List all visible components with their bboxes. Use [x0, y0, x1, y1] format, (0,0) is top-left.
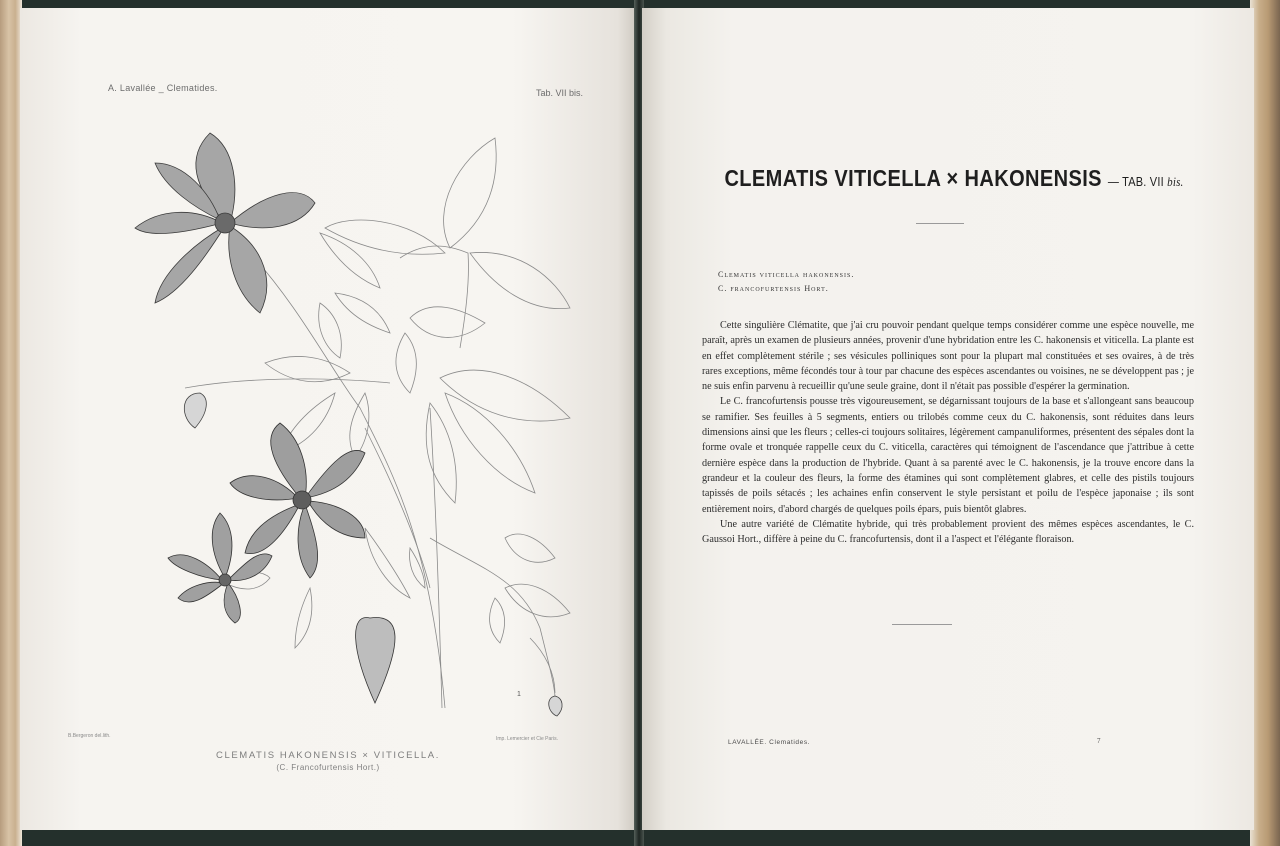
bud-icon: [549, 696, 562, 716]
clematis-illustration: [100, 108, 580, 728]
plate-header-tab: Tab. VII bis.: [536, 88, 584, 98]
left-page-plate: [20, 8, 636, 830]
leaf-icon: [295, 588, 312, 648]
leaf-icon: [265, 356, 350, 381]
stem-icon: [250, 253, 445, 708]
plate-figure-number: 1: [517, 691, 521, 698]
right-page-text: [642, 8, 1254, 830]
leaf-icon: [325, 220, 445, 254]
plate-caption: CLEMATIS HAKONENSIS × VITICELLA.: [216, 750, 440, 761]
bud-icon: [356, 618, 395, 703]
title-divider: [916, 223, 964, 224]
leaf-icon: [505, 584, 570, 617]
leaf-icon: [319, 303, 342, 358]
leaf-icon: [440, 370, 570, 421]
leaf-icon: [335, 293, 390, 333]
bud-icon: [184, 393, 206, 428]
printer-credit: Imp. Lemercier et Cie Paris.: [496, 736, 558, 742]
end-divider: [892, 624, 952, 625]
synonym-line-1: Clematis viticella hakonensis.: [718, 270, 855, 279]
left-page-edges: [0, 0, 22, 846]
plate-header-author: A. Lavallée _ Clematides.: [108, 83, 218, 93]
leaf-icon: [505, 534, 555, 562]
paragraph: Cette singulière Clématite, que j'ai cru pouvoir pendant quelque temps considérer comme une espèce nouvelle, me paraît, après un examen de plusieurs années, provenir d'une hybridation entre les C. hakonensis et viticella. La plante est en effet complètement stérile ; ses vésicules polliniques sont pour la plupart mal constituées et ses ovaires, à de très rares exceptions, même fécondés tour à tour par chacune des espèces ascendantes ou voisines, ne se développent pas ; je ne suis enfin parvenu à recueillir qu'une seule graine, dont il n'était pas possible d'espérer la germination.: [702, 320, 1194, 393]
page-number: 7: [1097, 737, 1101, 745]
clematis-flower-icon: [135, 133, 315, 313]
plate-caption-synonym: (C. Francofurtensis Hort.): [276, 763, 380, 772]
species-title-main: CLEMATIS VITICELLA × HAKONENSIS: [724, 166, 1102, 192]
leaf-icon: [365, 528, 410, 598]
leaf-icon: [320, 233, 380, 288]
clematis-flower-icon: [168, 513, 272, 623]
leaf-icon: [350, 393, 369, 458]
paragraph: Une autre variété de Clématite hybride, qui très probablement provient des mêmes espèces ascendantes, le C. Gaussoi Hort., diffère à peine du C. francofurtensis, dont il a l'aspect et l'élégante floraison.: [702, 518, 1194, 546]
leaf-icon: [490, 598, 505, 643]
leaf-icon: [470, 252, 570, 308]
leaf-icon: [396, 333, 416, 393]
species-title-tab: — TAB. VII bis.: [1107, 175, 1184, 190]
clematis-flower-icon: [230, 423, 365, 578]
artist-credit: B.Bergeron del.lith.: [68, 733, 111, 739]
paragraph: Le C. francofurtensis pousse très vigoureusement, se dégarnissant toujours de la base et s'allongeant sans beaucoup se ramifier. Ses feuilles à 5 segments, entiers ou trilobés comme ceux du C. hakonensis, sont réduites dans leurs dimensions ainsi que les fleurs ; celles-ci toujours solitaires, légèrement campanuliformes, présentent des sépales dont la forme ovale et tronquée rappelle ceux du C. viticella, caractères qui témoignent de l'ascendance que j'attribue à cette dernière espèce dans la production de l'hybride. Quant à sa parenté avec le C. hakonensis, je la trouve encore dans la grandeur et la couleur des fleurs, la forme des étamines qui sont complètement glabres, et celle des pistils toujours tapissés de poils sétacés ; les achaines enfin conservent le style persistant et poilu de l'espèce japonaise ; ils sont entièrement noirs, d'abord chargés de quelques poils épars, puis bientôt glabres.: [702, 396, 1194, 515]
leaf-icon: [445, 393, 535, 493]
species-title: [704, 166, 1204, 192]
leaf-icon: [410, 307, 485, 338]
page-footer-title: LAVALLÉE. Clematides.: [728, 739, 811, 746]
right-page-edges: [1250, 0, 1280, 846]
synonym-line-2: C. francofurtensis Hort.: [718, 284, 829, 293]
leaf-icon: [444, 138, 497, 248]
description-body: [702, 318, 1194, 547]
